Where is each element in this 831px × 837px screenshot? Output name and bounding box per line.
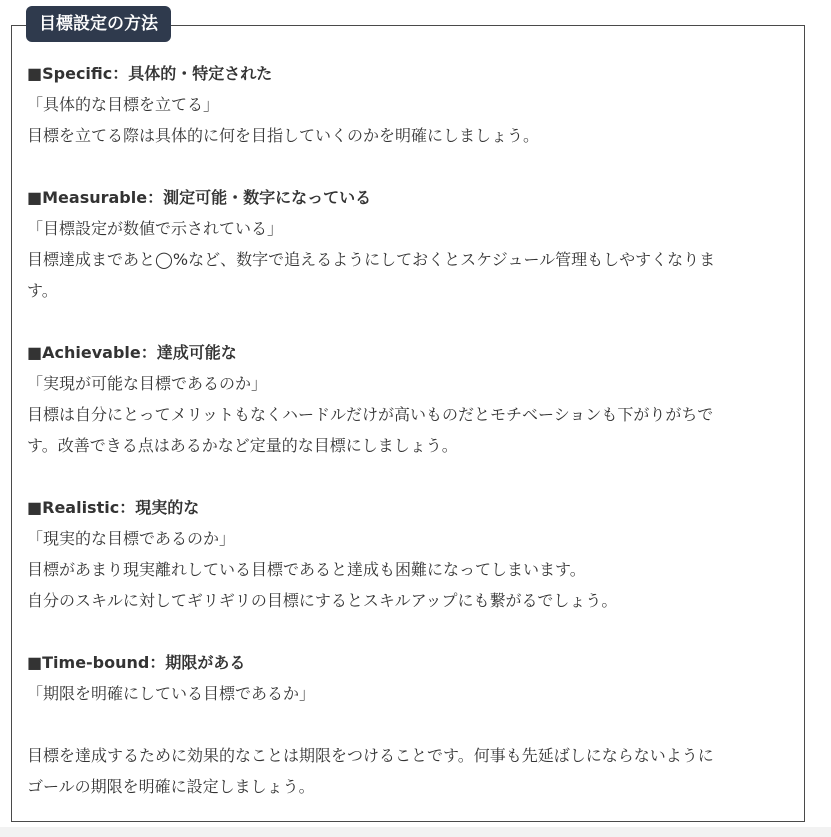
box-title: 目標設定の方法 [26, 6, 171, 42]
section-quote: 「期限を明確にしている目標であるか」 [27, 684, 316, 703]
section-realistic [27, 492, 787, 616]
closing-paragraph [27, 740, 787, 802]
page-bottom-background [0, 827, 831, 837]
section-body-line: 目標を立てる際は具体的に何を目指していくのかを明確にしましょう。 [27, 126, 540, 145]
section-heading: ■Realistic：現実的な [27, 498, 200, 517]
section-heading: ■Time-bound：期限がある [27, 653, 246, 672]
section-time-bound [27, 647, 787, 709]
section-body-line: 目標は自分にとってメリットもなくハードルだけが高いものだとモチベーションも下がりがちで [27, 405, 714, 424]
section-body-line: 目標があまり現実離れしている目標であると達成も困難になってしまいます。 [27, 560, 586, 579]
section-body-line: す。 [27, 281, 58, 300]
section-body-line: 目標達成まであと◯%など、数字で追えるようにしておくとスケジュール管理もしやすくなりま [27, 250, 716, 269]
section-quote: 「実現が可能な目標であるのか」 [27, 374, 268, 393]
section-measurable [27, 182, 787, 306]
section-specific [27, 58, 787, 151]
section-heading: ■Specific：具体的・特定された [27, 64, 273, 83]
section-body-line: 自分のスキルに対してギリギリの目標にするとスキルアップにも繋がるでしょう。 [27, 591, 618, 610]
closing-line: ゴールの期限を明確に設定しましょう。 [27, 777, 315, 796]
section-heading: ■Measurable：測定可能・数字になっている [27, 188, 372, 207]
closing-line: 目標を達成するために効果的なことは期限をつけることです。何事も先延ばしにならないように [27, 746, 714, 765]
box-content [27, 58, 787, 802]
section-body-line: す。改善できる点はあるかなど定量的な目標にしましょう。 [27, 436, 458, 455]
section-quote: 「具体的な目標を立てる」 [27, 95, 220, 114]
section-achievable [27, 337, 787, 461]
section-quote: 「現実的な目標であるのか」 [27, 529, 236, 548]
section-heading: ■Achievable：達成可能な [27, 343, 237, 362]
section-quote: 「目標設定が数値で示されている」 [27, 219, 284, 238]
